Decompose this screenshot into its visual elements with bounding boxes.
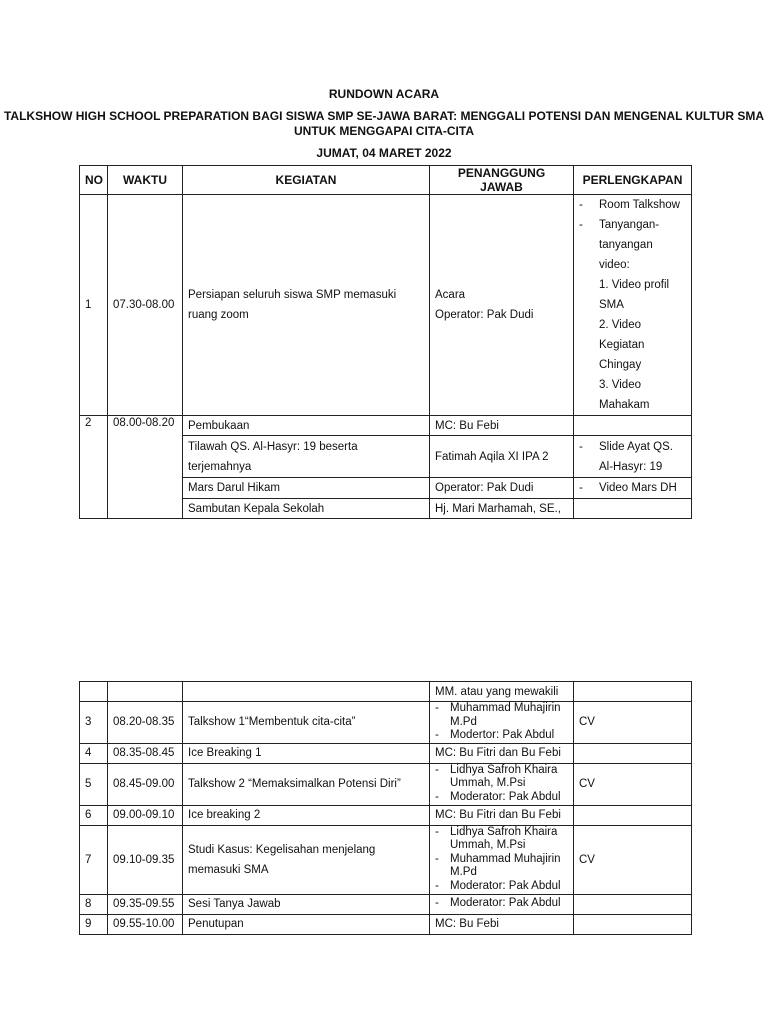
cell-no: 8 [80, 894, 108, 914]
cell-no: 1 [80, 195, 108, 416]
list-item: - Lidhya Safroh Khaira Ummah, M.Psi [435, 764, 568, 791]
rundown-table-page2 [79, 681, 692, 935]
cell-kegiatan: Ice breaking 2 [183, 805, 430, 825]
cell-waktu: 09.00-09.10 [108, 805, 183, 825]
col-header-waktu: WAKTU [108, 166, 183, 195]
cell-penanggung-jawab [430, 763, 574, 805]
cell-no: 2 [80, 416, 108, 519]
cell-text-line: Acara [435, 289, 466, 301]
cell-kegiatan [183, 682, 430, 702]
document-title: RUNDOWN ACARA [328, 87, 440, 101]
cell-penanggung-jawab: Operator: Pak Dudi [430, 478, 574, 499]
table-row [80, 894, 692, 914]
cell-perlengkapan [574, 743, 692, 763]
cell-penanggung-jawab: Hj. Mari Marhamah, SE., [430, 499, 574, 519]
cell-perlengkapan: CV [574, 702, 692, 744]
responsible-list [435, 702, 568, 743]
table-row [80, 195, 692, 416]
table-row [80, 702, 692, 744]
cell-kegiatan: Ice Breaking 1 [183, 743, 430, 763]
table-row [80, 914, 692, 934]
cell-kegiatan [183, 825, 430, 894]
cell-waktu: 09.35-09.55 [108, 894, 183, 914]
cell-no [80, 682, 108, 702]
equipment-list [579, 478, 686, 498]
list-item: - Video Mars DH [579, 478, 686, 498]
cell-no: 6 [80, 805, 108, 825]
col-header-penanggung-jawab: PENANGGUNG JAWAB [430, 166, 574, 195]
cell-perlengkapan [574, 805, 692, 825]
table-row [80, 682, 692, 702]
cell-kegiatan: Sesi Tanya Jawab [183, 894, 430, 914]
event-subtitle: TALKSHOW HIGH SCHOOL PREPARATION BAGI SISWA SMP SE-JAWA BARAT: MENGGALI POTENSI DAN MENGENAL KULTUR SMA UNTUK MENGGAPAI CITA-CITA [3, 109, 765, 138]
table-row [80, 825, 692, 894]
cell-waktu: 07.30-08.00 [108, 195, 183, 416]
list-item: - Moderator: Pak Abdul [435, 897, 568, 911]
cell-kegiatan: Pembukaan [183, 416, 430, 436]
cell-text-line: Operator: Pak Dudi [435, 309, 534, 321]
col-header-no: NO [80, 166, 108, 195]
list-item: Mahakam [599, 399, 650, 411]
list-item: - Tanyangan- [579, 215, 686, 235]
list-item: 3. Video [599, 379, 641, 391]
cell-waktu: 08.20-08.35 [108, 702, 183, 744]
cell-perlengkapan [574, 416, 692, 436]
cell-kegiatan: Mars Darul Hikam [183, 478, 430, 499]
cell-penanggung-jawab: MM. atau yang mewakili [430, 682, 574, 702]
col-header-kegiatan: KEGIATAN [183, 166, 430, 195]
cell-penanggung-jawab [430, 195, 574, 416]
cell-perlengkapan [574, 914, 692, 934]
cell-kegiatan [183, 436, 430, 478]
event-date: JUMAT, 04 MARET 2022 [316, 146, 452, 160]
cell-waktu: 08.35-08.45 [108, 743, 183, 763]
table-header-row [80, 166, 692, 195]
list-item: - Muhammad Muhajirin M.Pd [435, 853, 568, 880]
cell-penanggung-jawab [430, 825, 574, 894]
list-item: - Modertor: Pak Abdul [435, 729, 568, 743]
cell-no: 9 [80, 914, 108, 934]
list-item: SMA [599, 299, 624, 311]
list-item: Al-Hasyr: 19 [599, 460, 663, 473]
list-item: - Moderator: Pak Abdul [435, 880, 568, 894]
list-item: - Moderator: Pak Abdul [435, 791, 568, 805]
cell-perlengkapan [574, 894, 692, 914]
cell-no: 3 [80, 702, 108, 744]
cell-text-line: ruang zoom [188, 309, 249, 321]
cell-waktu: 09.10-09.35 [108, 825, 183, 894]
cell-perlengkapan: CV [574, 825, 692, 894]
cell-kegiatan: Sambutan Kepala Sekolah [183, 499, 430, 519]
equipment-list [579, 195, 686, 415]
cell-perlengkapan: CV [574, 763, 692, 805]
cell-penanggung-jawab [430, 702, 574, 744]
cell-perlengkapan [574, 682, 692, 702]
cell-no: 7 [80, 825, 108, 894]
cell-kegiatan: Talkshow 1“Membentuk cita-cita” [183, 702, 430, 744]
list-item: - Slide Ayat QS. [579, 437, 686, 457]
equipment-list [579, 437, 686, 477]
list-item: Chingay [599, 359, 642, 371]
cell-perlengkapan [574, 478, 692, 499]
cell-penanggung-jawab: MC: Bu Fitri dan Bu Febi [430, 743, 574, 763]
table-row [80, 416, 692, 436]
responsible-list [435, 826, 568, 894]
list-item: Kegiatan [599, 339, 645, 351]
list-item: - Muhammad Muhajirin M.Pd [435, 702, 568, 729]
responsible-list [435, 897, 568, 911]
cell-text-line: Studi Kasus: Kegelisahan menjelang [188, 843, 376, 856]
list-item: tanyangan video: [599, 239, 653, 271]
cell-text-line: terjemahnya [188, 460, 252, 473]
cell-kegiatan [183, 195, 430, 416]
list-item: - Room Talkshow [579, 195, 686, 215]
cell-kegiatan: Talkshow 2 “Memaksimalkan Potensi Diri” [183, 763, 430, 805]
cell-perlengkapan [574, 195, 692, 416]
list-item: - Lidhya Safroh Khaira Ummah, M.Psi [435, 826, 568, 853]
cell-no: 5 [80, 763, 108, 805]
table-row [80, 763, 692, 805]
cell-text-line: memasuki SMA [188, 863, 269, 876]
list-item: 2. Video [599, 319, 641, 331]
cell-penanggung-jawab: MC: Bu Fitri dan Bu Febi [430, 805, 574, 825]
cell-waktu: 09.55-10.00 [108, 914, 183, 934]
cell-penanggung-jawab [430, 894, 574, 914]
rundown-table-page1 [79, 165, 692, 519]
col-header-perlengkapan: PERLENGKAPAN [574, 166, 692, 195]
cell-penanggung-jawab: MC: Bu Febi [430, 416, 574, 436]
cell-waktu: 08.45-09.00 [108, 763, 183, 805]
cell-kegiatan: Penutupan [183, 914, 430, 934]
cell-no: 4 [80, 743, 108, 763]
table-row [80, 805, 692, 825]
cell-perlengkapan [574, 436, 692, 478]
table-row [80, 743, 692, 763]
cell-text-line: Persiapan seluruh siswa SMP memasuki [188, 289, 397, 301]
cell-perlengkapan [574, 499, 692, 519]
list-item: 1. Video profil [599, 279, 670, 291]
cell-waktu [108, 682, 183, 702]
cell-penanggung-jawab: MC: Bu Febi [430, 914, 574, 934]
responsible-list [435, 764, 568, 805]
cell-penanggung-jawab: Fatimah Aqila XI IPA 2 [430, 436, 574, 478]
cell-waktu: 08.00-08.20 [108, 416, 183, 519]
cell-text-line: Tilawah QS. Al-Hasyr: 19 beserta [188, 440, 358, 453]
